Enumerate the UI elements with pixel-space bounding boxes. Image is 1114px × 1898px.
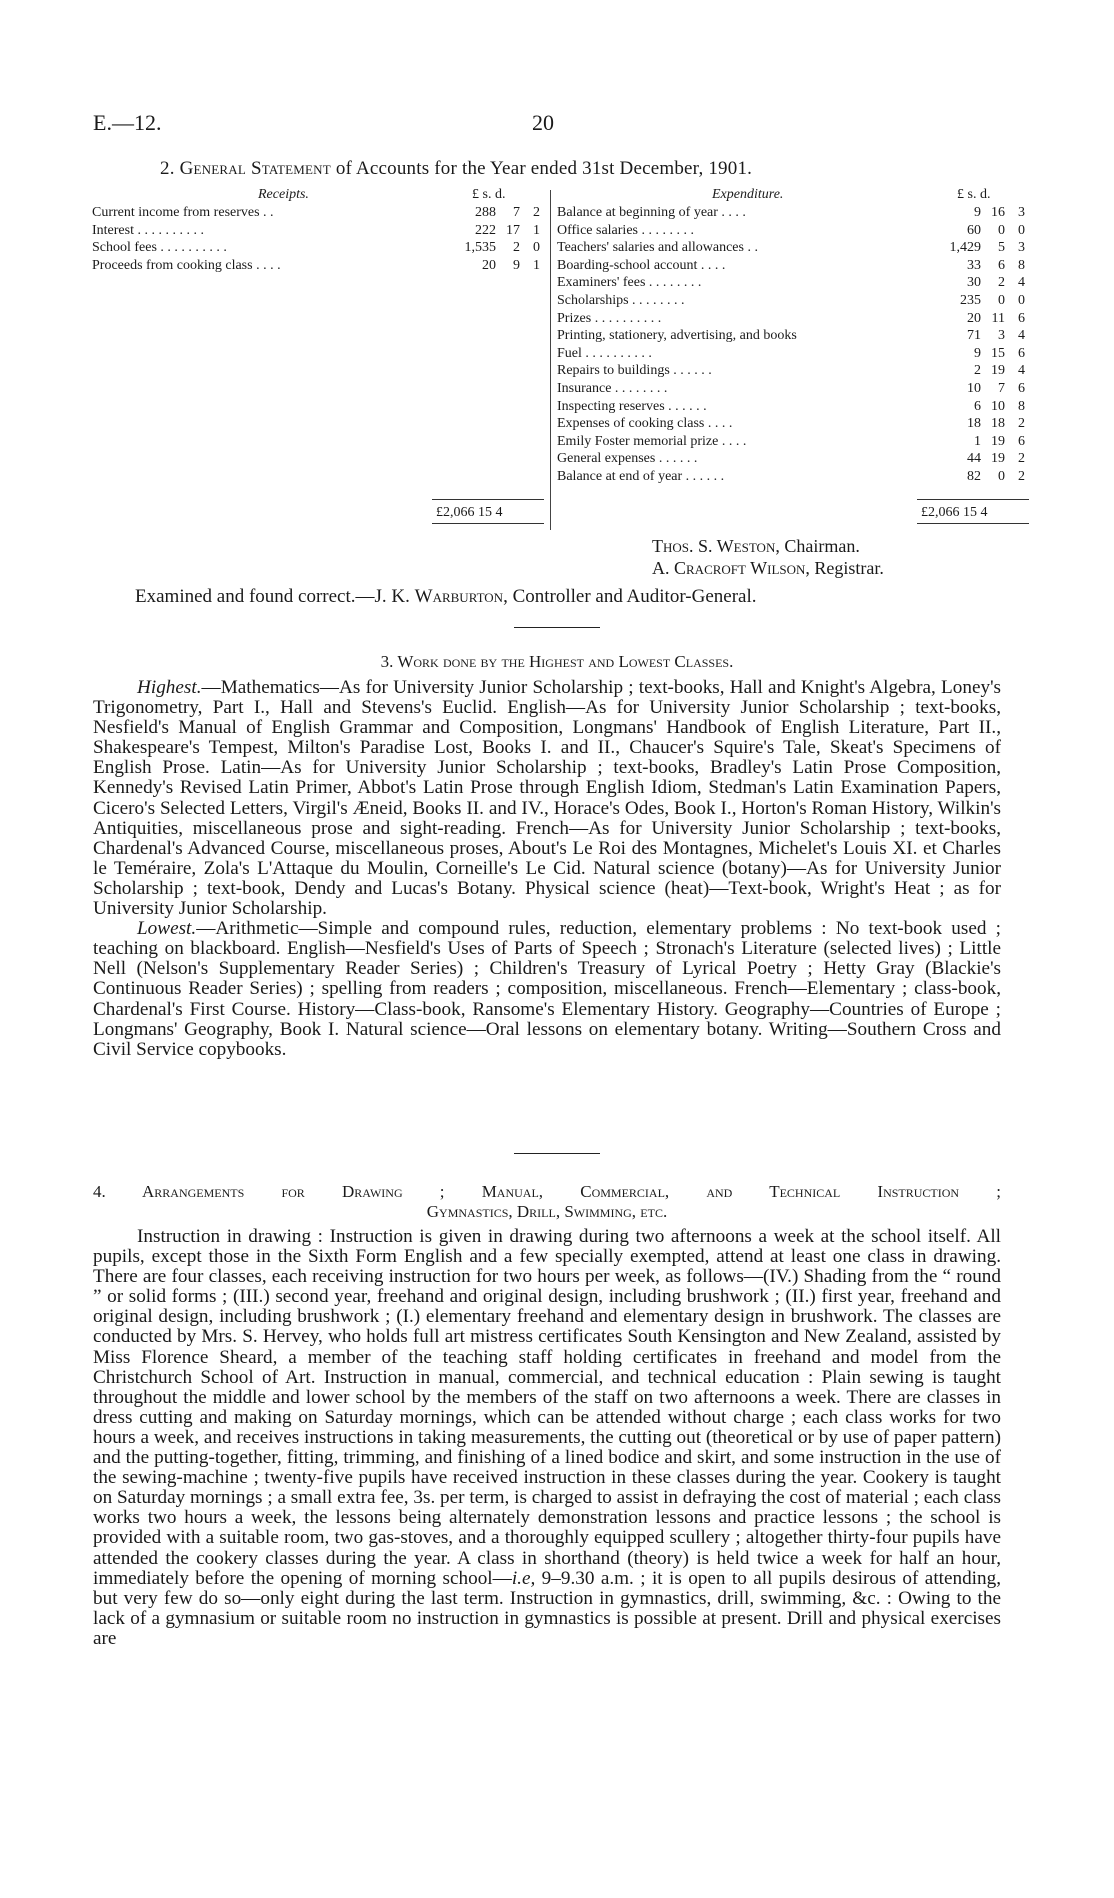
page-number: 20 xyxy=(532,110,554,135)
account-label: Prizes . . . . . . . . . . xyxy=(557,310,662,326)
pounds-value: 18 xyxy=(967,416,981,432)
pence-value: 8 xyxy=(1018,257,1025,273)
pounds-value: 20 xyxy=(482,257,496,273)
account-label: Fuel . . . . . . . . . . xyxy=(557,345,652,361)
section-4-title-line-1: 4. Arrangements for Drawing ; Manual, Commercial, and Technical Instruction ; xyxy=(93,1182,1001,1201)
shillings-value: 19 xyxy=(991,363,1005,379)
account-label: Scholarships . . . . . . . . xyxy=(557,293,685,308)
column-divider xyxy=(550,190,551,530)
section-4-text-b: 9–9.30 a.m. ; it is open to all pupils desirous of attending, but very few do so—only eight during the last term. Instruction in gymnastics, drill, swimming, &c. : Owing to the lack of a gymnasium or suitable room no instruction in gymnastics is possible at present. Drill and physical exercises are xyxy=(93,1567,1001,1649)
pounds-value: 235 xyxy=(960,293,981,308)
shillings-value: 19 xyxy=(991,451,1005,467)
account-label: Emily Foster memorial prize . . . . xyxy=(557,433,747,449)
accounts-table xyxy=(92,186,1025,526)
pounds-value: 33 xyxy=(967,257,981,273)
pence-value: 6 xyxy=(1018,381,1025,396)
shillings-value: 19 xyxy=(991,433,1005,449)
pounds-value: 9 xyxy=(974,345,981,361)
section-divider xyxy=(514,627,600,628)
pounds-value: 44 xyxy=(967,451,981,467)
pounds-value: 288 xyxy=(475,205,496,220)
section-4-ie: i.e, xyxy=(511,1567,536,1589)
section-2-title-caps: General Statement xyxy=(179,158,331,179)
pence-value: 0 xyxy=(1018,222,1025,238)
expenditure-money-heading: £ s. d. xyxy=(957,187,991,202)
series-code: E.—12. xyxy=(93,110,162,135)
registrar-role: , Registrar. xyxy=(805,558,884,578)
drawing-paragraph xyxy=(93,1227,1001,1649)
expenditure-heading: Expenditure. xyxy=(712,187,784,202)
pounds-value: 1,535 xyxy=(464,240,496,256)
pounds-value: 30 xyxy=(967,275,981,291)
pounds-value: 1,429 xyxy=(949,240,981,256)
signature-chairman xyxy=(652,536,860,557)
pence-value: 4 xyxy=(1018,275,1025,291)
account-label: Examiners' fees . . . . . . . . xyxy=(557,275,702,291)
section-3-body xyxy=(93,678,1001,1060)
shillings-value: 0 xyxy=(998,469,1005,484)
shillings-value: 18 xyxy=(991,416,1005,432)
account-label: Balance at end of year . . . . . . xyxy=(557,469,725,484)
pounds-value: 222 xyxy=(475,222,496,238)
pence-value: 1 xyxy=(533,222,540,238)
shillings-value: 17 xyxy=(506,222,520,238)
receipts-total-underline xyxy=(432,523,544,524)
shillings-value: 2 xyxy=(513,240,520,256)
section-4-text-a: Instruction in drawing : Instruction is given in drawing during two afternoons a week at the school itself. All pupils, except those in the Sixth Form English and a few specially exempted, attend at least one class in drawing. There are four classes, each receiving instruction for two hours per week, as follows—(IV.) Shading from the “ round ” or solid forms ; (III.) second year, freehand and original design, including brushwork ; (II.) first year, freehand and original design, including brushwork ; (I.) elementary freehand and elementary design in brushwork. The classes are conducted by Mrs. S. Hervey, who holds full art mistress certificates South Kensington and New Zealand, assisted by Miss Florence Sheard, a member of the teaching staff holding certificates in freehand and model from the Christchurch School of Art. Instruction in manual, commercial, and technical education : Plain sewing is taught throughout the middle and lower school by the members of the staff on two afternoons a week. There are classes in dress cutting and making on Saturday mornings, which can be attended without charge ; each class works for two hours a week, and receives instructions in taking measurements, the cutting out (theoretical or by use of paper pattern) and the putting-together, fitting, trimming, and finishing of a lined bodice and skirt, and some instruction in the use of the sewing-machine ; twenty-five pupils have received instruction in these classes during the year. Cookery is taught on Saturday mornings ; a small extra fee, 3s. per term, is charged to assist in defraying the cost of material ; each class works two hours a week, the lessons being alternately demonstration lessons and practice lessons ; the school is provided with a suitable room, two gas-stoves, and a thoroughly equipped scullery ; altogether thirty-four pupils have attended the cookery classes during the year. A class in shorthand (theory) is held twice a week for half an hour, immediately before the opening of morning school— xyxy=(93,1226,1001,1589)
pence-value: 3 xyxy=(1018,205,1025,220)
signature-registrar xyxy=(652,558,884,579)
pounds-value: 71 xyxy=(967,328,981,344)
pence-value: 8 xyxy=(1018,398,1025,414)
shillings-value: 7 xyxy=(513,205,520,220)
account-label: Insurance . . . . . . . . xyxy=(557,381,668,396)
shillings-value: 2 xyxy=(998,275,1005,291)
shillings-value: 15 xyxy=(991,345,1005,361)
pounds-value: 82 xyxy=(967,469,981,484)
chairman-name: Thos. S. Weston xyxy=(652,536,776,556)
account-label: Inspecting reserves . . . . . . xyxy=(557,398,707,414)
account-label: Balance at beginning of year . . . . xyxy=(557,205,746,220)
pounds-value: 60 xyxy=(967,222,981,238)
pence-value: 6 xyxy=(1018,345,1025,361)
shillings-value: 5 xyxy=(998,240,1005,256)
shillings-value: 7 xyxy=(998,381,1005,396)
pounds-value: 20 xyxy=(967,310,981,326)
pence-value: 0 xyxy=(1018,293,1025,308)
account-label: Repairs to buildings . . . . . . xyxy=(557,363,712,379)
audit-suffix: , Controller and Auditor-General. xyxy=(503,586,757,607)
pounds-value: 10 xyxy=(967,381,981,396)
pence-value: 2 xyxy=(1018,469,1025,484)
highest-label: Highest. xyxy=(137,677,202,698)
pounds-value: 1 xyxy=(974,433,981,449)
account-label: Current income from reserves . . xyxy=(92,205,274,220)
audit-statement xyxy=(135,586,757,608)
pence-value: 2 xyxy=(1018,416,1025,432)
shillings-value: 10 xyxy=(991,398,1005,414)
shillings-value: 6 xyxy=(998,257,1005,273)
expenditure-total-underline xyxy=(917,523,1029,524)
section-4-title xyxy=(93,1182,1001,1222)
account-label: School fees . . . . . . . . . . xyxy=(92,240,227,256)
chairman-role: , Chairman. xyxy=(775,536,860,556)
highest-text: —Mathematics—As for University Junior Scholarship ; text-books, Hall and Knight's Algebra, Loney's Trigonometry, Part I., Hall and Stevens's Euclid. English—As for University Junior Scholarship ; text-books, Nesfield's Manual of English Grammar and Composition, Longmans' Handbook of English Literature, Part II., Shakespeare's Tempest, Milton's Paradise Lost, Books I. and II., Chaucer's Squire's Tale, Skeat's Specimens of English Prose. Latin—As for University Junior Scholarship ; text-books, Bradley's Latin Prose Composition, Kennedy's Revised Latin Primer, Abbot's Latin Prose through English Idiom, Stedman's Latin Examination Papers, Cicero's Selected Letters, Virgil's Æneid, Books II. and IV., Horace's Odes, Book I., Horton's Roman History, Wilkin's Antiquities, miscellaneous prose and sight-reading. French—As for University Junior Scholarship ; text-books, Chardenal's Advanced Course, miscellaneous proses, About's Le Roi des Montagnes, Michelet's Louis XI. et Charles le Teméraire, Zola's L'Attaque du Moulin, Corneille's Le Cid. Natural science (botany)—As for University Junior Scholarship ; text-book, Dendy and Lucas's Botany. Physical science (heat)—Text-book, Wright's Heat ; as for University Junior Scholarship. xyxy=(93,677,1001,920)
pence-value: 4 xyxy=(1018,328,1025,344)
section-4-body xyxy=(93,1227,1001,1649)
section-2-number: 2. xyxy=(160,158,175,179)
shillings-value: 0 xyxy=(998,222,1005,238)
section-2-title-rest: of Accounts for the Year ended 31st December, 1901. xyxy=(330,158,753,179)
account-label: General expenses . . . . . . xyxy=(557,451,698,467)
registrar-name: A. Cracroft Wilson xyxy=(652,558,806,578)
pence-value: 6 xyxy=(1018,310,1025,326)
highest-paragraph xyxy=(93,678,1001,919)
pence-value: 4 xyxy=(1018,363,1025,379)
expenditure-total-rule xyxy=(917,499,1029,500)
section-2-title xyxy=(160,158,752,180)
expenditure-total: £2,066 15 4 xyxy=(921,505,988,520)
receipts-total: £2,066 15 4 xyxy=(436,505,503,520)
shillings-value: 0 xyxy=(998,293,1005,308)
account-label: Expenses of cooking class . . . . xyxy=(557,416,733,432)
receipts-heading: Receipts. xyxy=(258,187,309,202)
pence-value: 2 xyxy=(1018,451,1025,467)
shillings-value: 16 xyxy=(991,205,1005,220)
section-divider xyxy=(514,1153,600,1154)
pounds-value: 2 xyxy=(974,363,981,379)
lowest-paragraph xyxy=(93,919,1001,1060)
pounds-value: 6 xyxy=(974,398,981,414)
pence-value: 0 xyxy=(533,240,540,256)
lowest-text: —Arithmetic—Simple and compound rules, reduction, elementary problems : No text-book used ; teaching on blackboard. English—Nesfield's Uses of Parts of Speech ; Stronach's Literature (selected lives) ; Little Nell (Nelson's Supplementary Reader Series) ; Children's Treasury of Lyrical Poetry ; Hetty Gray (Blackie's Continuous Reader Series) ; spelling from readers ; composition, miscellaneous. French—Elementary ; class-book, Chardenal's First Course. History—Class-book, Ransome's Elementary History. Geography—Countries of Europe ; Longmans' Geography, Book I. Natural science—Oral lessons on elementary botany. Writing—Southern Cross and Civil Service copybooks. xyxy=(93,918,1001,1060)
pounds-value: 9 xyxy=(974,205,981,220)
account-label: Printing, stationery, advertising, and books xyxy=(557,328,797,344)
receipts-money-heading: £ s. d. xyxy=(472,187,506,202)
pence-value: 6 xyxy=(1018,433,1025,449)
account-label: Teachers' salaries and allowances . . xyxy=(557,240,758,256)
section-4-title-line-2: Gymnastics, Drill, Swimming, etc. xyxy=(426,1202,668,1221)
account-label: Boarding-school account . . . . xyxy=(557,257,726,273)
auditor-name: Warburton xyxy=(414,586,504,607)
account-label: Office salaries . . . . . . . . xyxy=(557,222,694,238)
lowest-label: Lowest. xyxy=(137,918,197,940)
account-label: Proceeds from cooking class . . . . xyxy=(92,257,281,273)
account-label: Interest . . . . . . . . . . xyxy=(92,222,204,238)
section-3-title: 3. Work done by the Highest and Lowest Classes. xyxy=(380,652,734,671)
pence-value: 3 xyxy=(1018,240,1025,256)
pence-value: 1 xyxy=(533,257,540,273)
shillings-value: 11 xyxy=(991,310,1005,326)
pence-value: 2 xyxy=(533,205,540,220)
shillings-value: 3 xyxy=(998,328,1005,344)
audit-prefix: Examined and found correct.—J. K. xyxy=(135,586,415,607)
shillings-value: 9 xyxy=(513,257,520,273)
receipts-total-rule xyxy=(432,499,544,500)
